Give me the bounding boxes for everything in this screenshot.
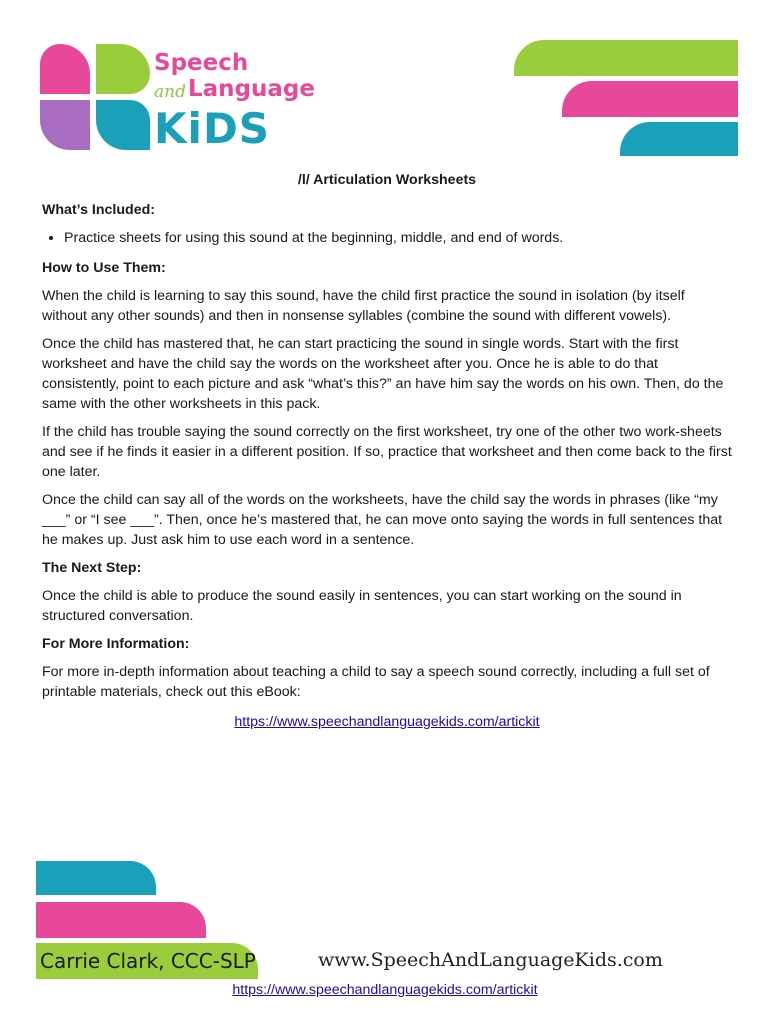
logo-language: Language: [188, 76, 315, 102]
footer-stripe-pink: [36, 902, 206, 938]
how-paragraph-3: If the child has trouble saying the sound correctly on the first worksheet, try one of the other two work-sheets and see if he finds it easier in a different position. If so, practice that worksheet and then come back to the first one later.: [42, 424, 732, 480]
how-paragraph-1: When the child is learning to say this sound, have the child first practice the sound in isolation (by itself without any other sounds) and then in nonsense syllables (combine the sound with different vowels).: [42, 288, 685, 324]
ebook-link[interactable]: https://www.speechandlanguagekids.com/artickit: [234, 714, 540, 730]
logo-and: and: [154, 82, 186, 102]
how-paragraph-2: Once the child has mastered that, he can start practicing the sound in single words. Start with the first worksheet and have the child say the words on the worksheet after you. Once he is able to do that consistently, point to each picture and ask “what’s this?” an have him say the words on his own. Then, do the same with the other worksheets in this pack.: [42, 336, 724, 412]
footer-link[interactable]: https://www.speechandlanguagekids.com/artickit: [232, 982, 538, 998]
next-step-heading: The Next Step:: [42, 560, 142, 576]
footer-website: www.SpeechAndLanguageKids.com: [318, 949, 663, 971]
more-info-paragraph: For more in-depth information about teaching a child to say a speech sound correctly, including a full set of printable materials, check out this eBook:: [42, 664, 710, 700]
author-name: Carrie Clark, CCC-SLP: [40, 949, 256, 973]
next-step-paragraph: Once the child is able to produce the sound easily in sentences, you can start working on the sound in structured conversation.: [42, 588, 682, 624]
worksheet-content: [42, 170, 732, 732]
how-paragraph-4: Once the child can say all of the words on the worksheets, have the child say the words in phrases (like “my ___” or “I see ___”. Then, once he’s mastered that, he can move onto saying the words in full sentences that he makes up. Just ask him to use each word in a sentence.: [42, 492, 723, 548]
footer-stripe-teal: [36, 861, 156, 895]
decor-stripe-pink: [562, 81, 738, 117]
logo-speech: Speech: [154, 50, 249, 76]
decor-stripe-green: [514, 40, 738, 76]
decor-stripe-teal: [620, 122, 738, 156]
page-title: /l/ Articulation Worksheets: [297, 172, 477, 188]
how-heading: How to Use Them:: [42, 260, 166, 276]
included-list: [42, 228, 732, 248]
logo-kids: KiDS: [154, 104, 271, 153]
more-info-heading: For More Information:: [42, 636, 190, 652]
ebook-link-wrap: [42, 712, 732, 732]
brand-logo: [36, 40, 315, 155]
list-item: • Practice sheets for using this sound at the beginning, middle, and end of words.: [64, 228, 732, 248]
included-heading: What’s Included:: [42, 202, 155, 218]
footer-link-wrap: [0, 982, 770, 998]
clover-icon: [36, 40, 151, 155]
